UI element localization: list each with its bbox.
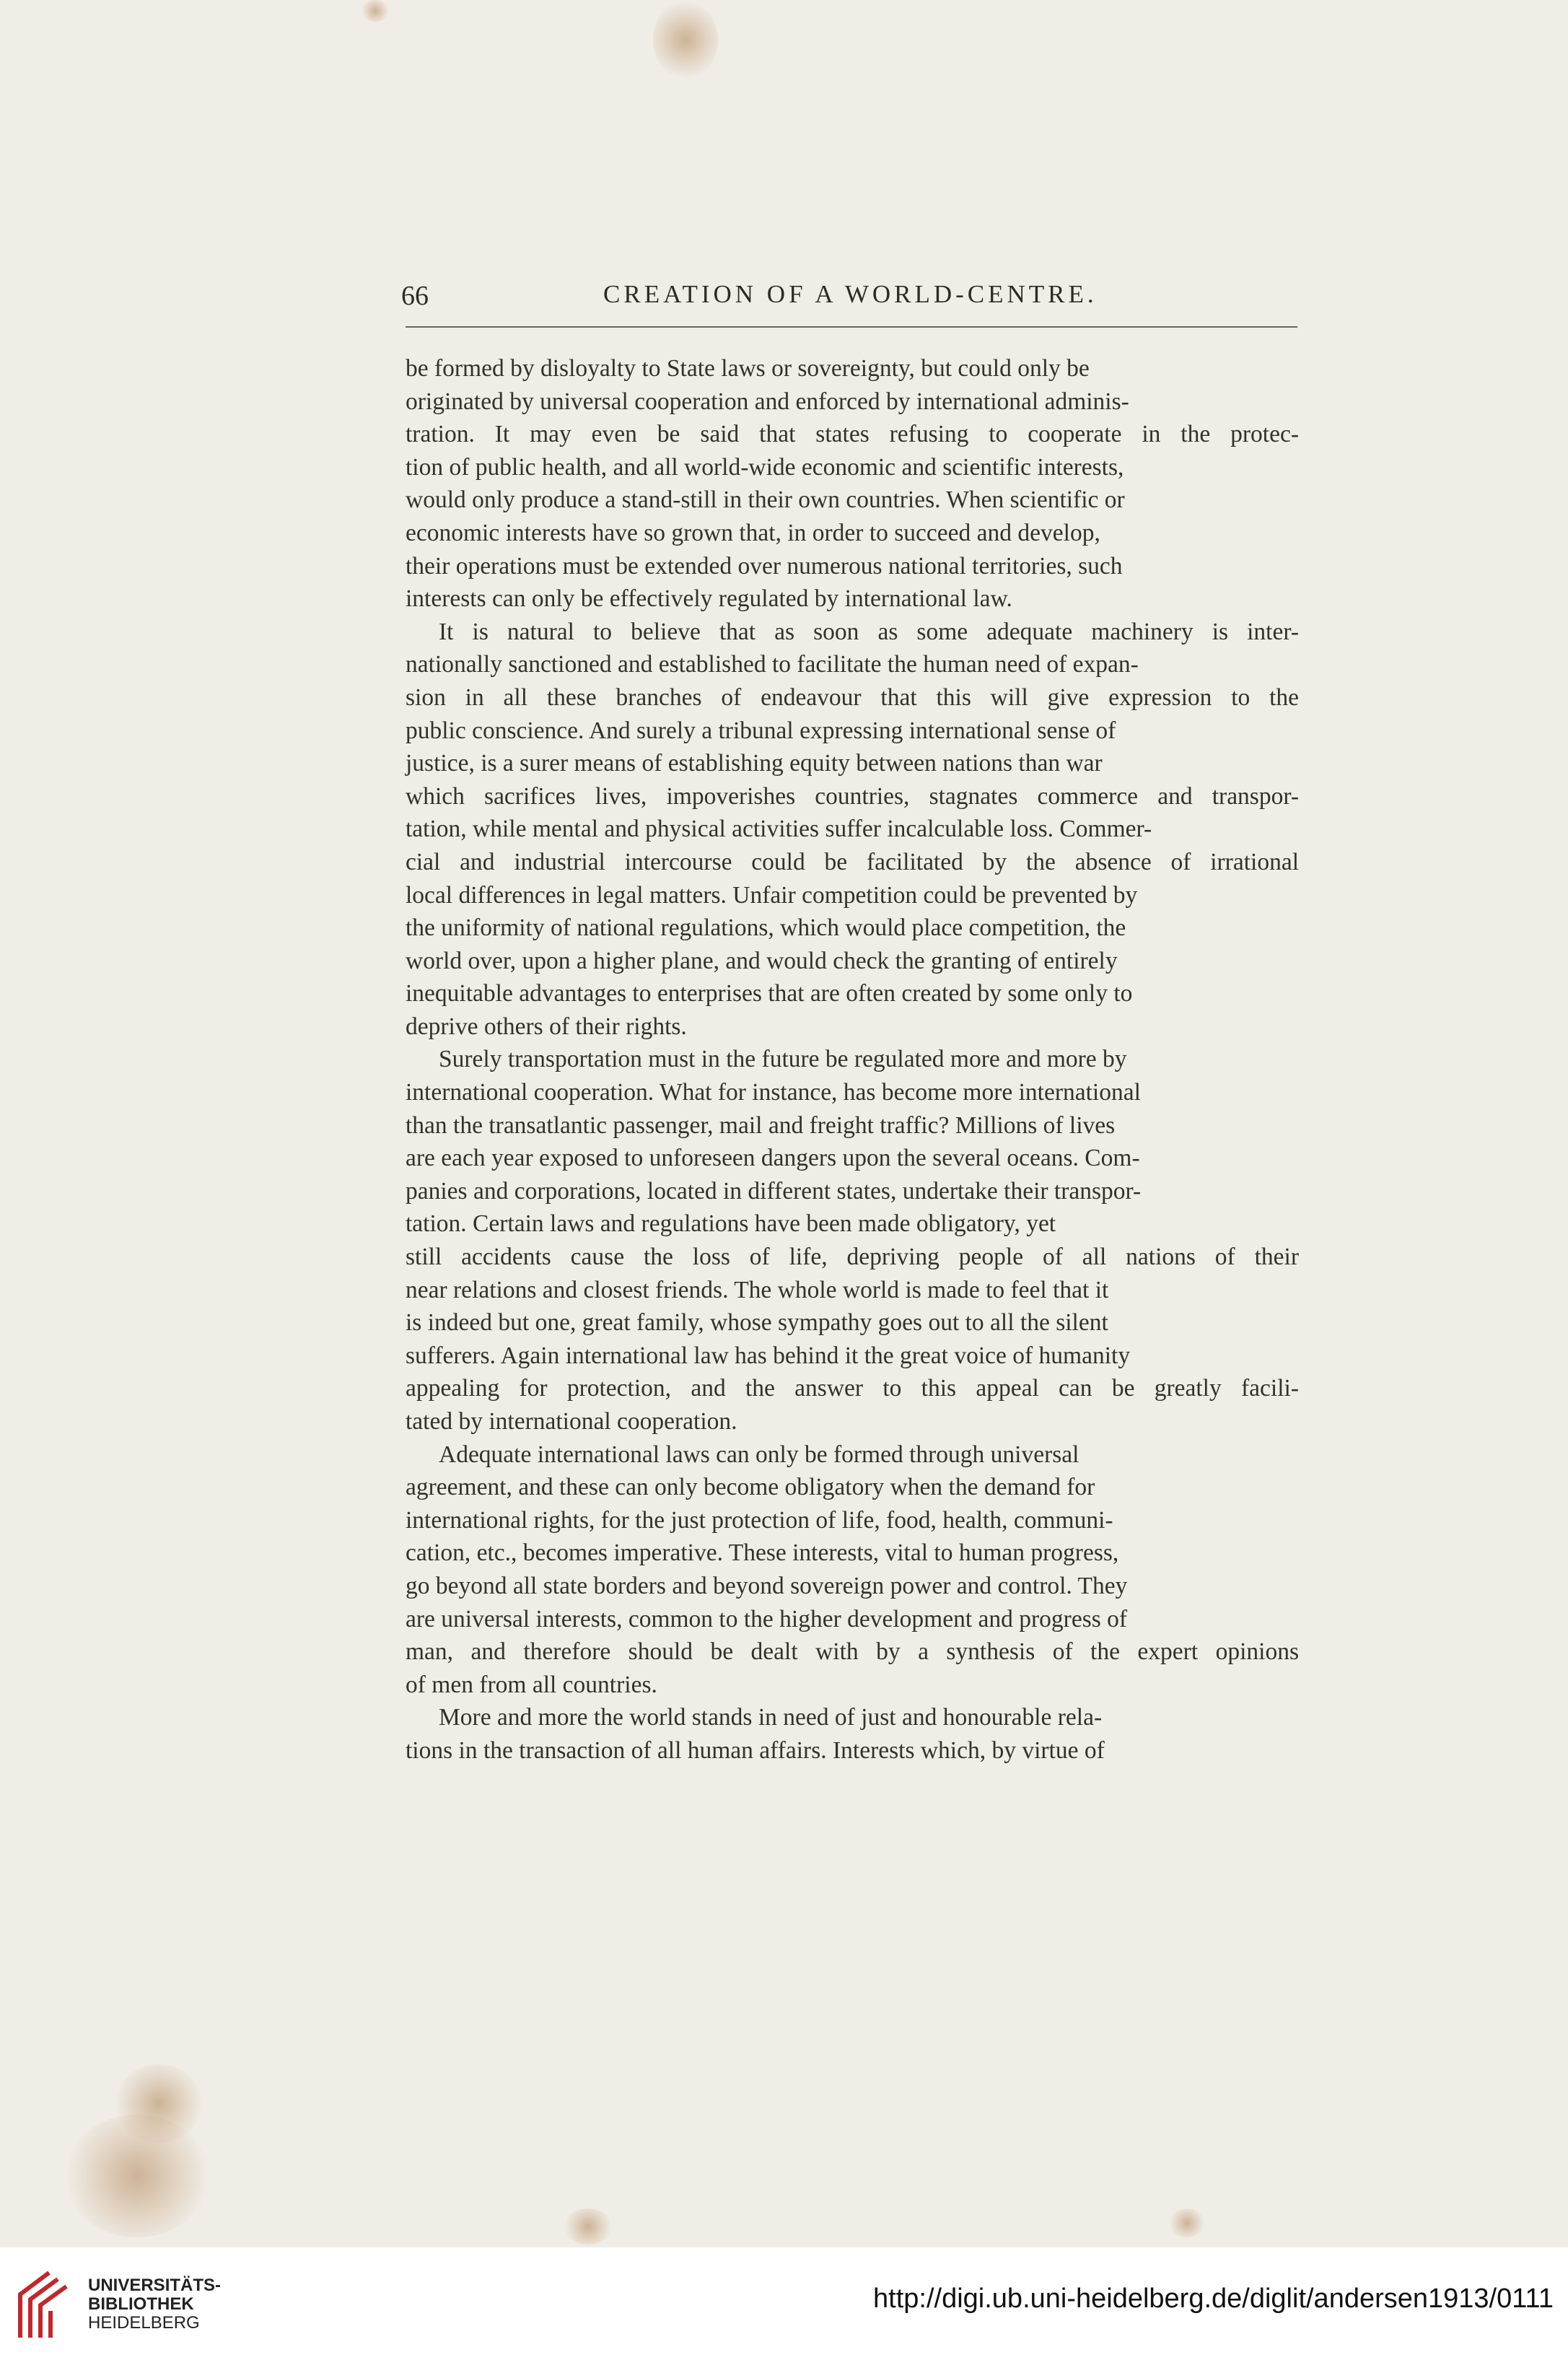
body-text [406,352,1299,1767]
running-head: CREATION OF A WORLD-CENTRE. [603,280,1098,308]
library-name [88,2276,221,2333]
text-line: Surely transportation must in the future be regulated more and more by [439,1046,1127,1073]
text-line: the uniformity of national regulations, which would place competition, the [406,914,1126,942]
text-line: interests can only be effectively regulated by international law. [406,585,1012,613]
stain-mark [653,0,718,79]
stain-mark [563,2208,613,2245]
text-line: appealing for protection, and the answer to this appeal can be greatly facili- [406,1375,1299,1402]
text-line: cation, etc., becomes imperative. These interests, vital to human progress, [406,1539,1119,1567]
text-line: agreement, and these can only become obligatory when the demand for [406,1474,1095,1501]
text-line: world over, upon a higher plane, and would check the granting of entirely [406,947,1118,974]
page-number: 66 [401,281,429,311]
text-line: sion in all these branches of endeavour that this will give expression to the [406,683,1299,711]
text-line: be formed by disloyalty to State laws or sovereignty, but could only be [406,355,1090,382]
text-line: go beyond all state borders and beyond sovereign power and control. They [406,1572,1128,1599]
text-line: It is natural to believe that as soon as some adequate machinery is inter- [439,618,1299,645]
page-header [401,274,1303,318]
text-line: originated by universal cooperation and enforced by international adminis- [406,388,1129,415]
text-line: are each year exposed to unforeseen dangers upon the several oceans. Com- [406,1145,1140,1172]
text-line: Adequate international laws can only be formed through universal [439,1441,1079,1468]
text-line: justice, is a surer means of establishing equity between nations than war [406,750,1103,777]
library-name-line: UNIVERSITÄTS- [88,2276,222,2295]
text-line: still accidents cause the loss of life, depriving people of all nations of their [406,1244,1299,1271]
text-line: tation, while mental and physical activities suffer incalculable loss. Commer- [406,816,1152,843]
text-line: panies and corporations, located in different states, undertake their transpor- [406,1177,1142,1205]
text-line: their operations must be extended over numerous national territories, such [406,552,1123,580]
text-line: near relations and closest friends. The whole world is made to feel that it [406,1276,1109,1303]
text-line: tated by international cooperation. [406,1408,737,1435]
text-line: of men from all countries. [406,1671,657,1698]
source-url-link[interactable]: http://digi.ub.uni-heidelberg.de/diglit/andersen1913/0111 [873,2283,1554,2314]
university-library-logo-icon [13,2269,71,2341]
stain-mark [1169,2208,1205,2237]
library-name-line: BIBLIOTHEK [88,2294,194,2314]
text-line: tion of public health, and all world-wide economic and scientific interests, [406,453,1124,481]
header-rule [406,326,1297,328]
text-line: deprive others of their rights. [406,1013,687,1040]
stain-mark [115,2064,202,2143]
text-line: than the transatlantic passenger, mail and freight traffic? Millions of lives [406,1111,1116,1139]
text-line: inequitable advantages to enterprises that are often created by some only to [406,980,1133,1008]
text-line: which sacrifices lives, impoverishes countries, stagnates commerce and transpor- [406,782,1299,810]
text-line: tation. Certain laws and regulations have been made obligatory, yet [406,1210,1056,1238]
text-line: local differences in legal matters. Unfair competition could be prevented by [406,881,1138,909]
text-line: public conscience. And surely a tribunal expressing international sense of [406,717,1116,744]
text-line: tration. It may even be said that states refusing to cooperate in the protec- [406,421,1299,448]
text-line: economic interests have so grown that, in order to succeed and develop, [406,519,1100,546]
text-line: sufferers. Again international law has behind it the great voice of humanity [406,1342,1131,1369]
text-line: man, and therefore should be dealt with by a synthesis of the expert opinions [406,1638,1299,1666]
text-line: More and more the world stands in need of just and honourable rela- [439,1704,1103,1731]
text-line: international cooperation. What for instance, has become more international [406,1079,1141,1106]
text-line: would only produce a stand-still in their own countries. When scientific or [406,486,1125,514]
library-name-line: HEIDELBERG [88,2313,200,2333]
text-line: tions in the transaction of all human affairs. Interests which, by virtue of [406,1736,1105,1764]
text-line: are universal interests, common to the higher development and progress of [406,1605,1128,1633]
footer-bar [0,2247,1568,2360]
text-line: international rights, for the just protection of life, food, health, communi- [406,1506,1113,1534]
stain-mark [361,0,390,22]
text-line: is indeed but one, great family, whose sympathy goes out to all the silent [406,1309,1108,1337]
text-line: cial and industrial intercourse could be facilitated by the absence of irrational [406,848,1299,875]
text-line: nationally sanctioned and established to facilitate the human need of expan- [406,651,1139,678]
